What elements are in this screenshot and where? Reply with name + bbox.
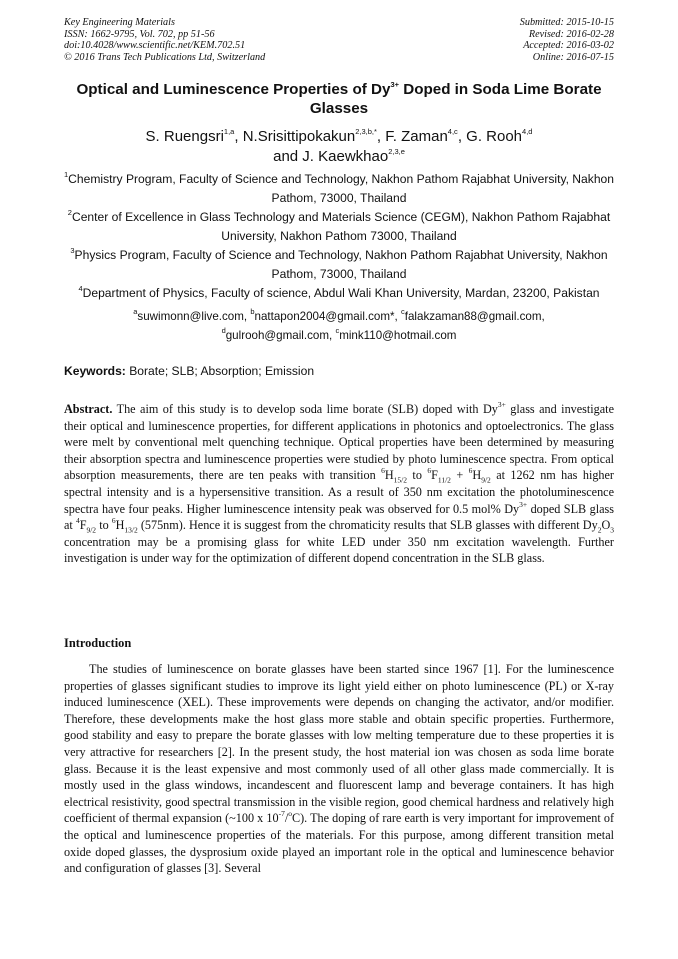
journal-name: Key Engineering Materials — [64, 17, 175, 28]
intro-text: The studies of luminescence on borate glasses have been started since 1967 [1]. For the luminescence properties of glasses significant studies to improve its light yield either on photo luminescence (PL) or X-ray induced luminescence (XEL). These improvements were depends on changing the activator, and/or modifier. Therefore, these developments make the host glass more stable and obtain specific properties. Furthermore, good stability and easy to prepare the borate glasses with low melting temperature due to these properties it is very attractive for researchers [2]. In the present study, the host material ion was chosen as soda lime borate glass. Because it is the least expensive and most commonly used of all other glass made commercially. It is mostly used in the glass windows, incandescent and fluorescent lamp and beverage containers. It has high electrical resistivity, good spectral transmission in the visible region, good chemical hardness and relatively high coefficient of thermal expansion (~100 x 10 — [64, 662, 614, 826]
author-separator: , — [234, 128, 243, 145]
email-sup: c — [335, 326, 340, 336]
abstract-text: H — [115, 518, 125, 533]
intro-text: / — [284, 811, 289, 826]
submitted-date: Submitted: 2015-10-15 — [519, 17, 614, 28]
affiliation-text: Center of Excellence in Glass Technology and Materials Science (CEGM), Nakhon Pathom Rajabhat University, Nakhon Pathom 73000, Thailand — [71, 210, 611, 243]
keywords-label: Keywords: — [64, 364, 126, 378]
abstract-sup: 4 — [75, 516, 80, 526]
author-name: N.Srisittipokakun — [242, 128, 356, 145]
abstract-sub: 2 — [597, 525, 602, 535]
email-sup: a — [133, 307, 138, 317]
email-address[interactable]: nattapon2004@gmail.com*, — [254, 310, 401, 323]
author-separator: , — [457, 128, 467, 145]
abstract-text: concentration may be a promising glass for white LED under 350 nm excitation wavelength. Further investigation is under way for the optimization of different dopend concentration in the SLB glass. — [64, 534, 614, 566]
abstract-sup: 6 — [468, 466, 473, 476]
author-affil-sup: 1,a — [223, 127, 235, 136]
email-address[interactable]: mink110@hotmail.com — [339, 329, 457, 342]
email-address[interactable]: suwimonn@live.com, — [137, 310, 251, 323]
affiliation — [60, 284, 618, 303]
affiliation-text: Department of Physics, Faculty of science, Abdul Wali Khan University, Mardan, 23200, Pakistan — [82, 286, 600, 300]
abstract-text: at 1262 nm has higher spectral intensity and is a hypersensitive transition. As a result of 350 nm excitation the photoluminescence spectra have four peaks. Higher luminescence intensity peak was observed for 0.5 mol% Dy — [64, 468, 614, 516]
title-superscript: 3+ — [390, 79, 399, 89]
journal-info — [64, 17, 265, 63]
abstract-text: (575nm). Hence it is suggest from the chromaticity results that SLB glasses with different Dy — [137, 518, 598, 533]
issn-line: ISSN: 1662-9795, Vol. 702, pp 51-56 — [64, 28, 215, 40]
author-name: G. Rooh — [466, 128, 523, 145]
abstract-text: H — [384, 468, 394, 483]
email-sup: c — [401, 307, 405, 317]
abstract-sub: 11/2 — [437, 475, 451, 485]
abstract-text: doped SLB glass at — [64, 501, 614, 533]
affiliation-number: 2 — [67, 207, 72, 217]
author-affil-sup: 4,c — [447, 127, 458, 136]
intro-sup: -7 — [278, 809, 285, 819]
abstract-text: to — [407, 468, 428, 483]
keywords — [64, 364, 314, 378]
abstract — [64, 401, 614, 567]
online-date: Online: 2016-07-15 — [532, 51, 614, 63]
abstract-sup: 3+ — [519, 499, 528, 509]
abstract-text: glass and investigate their optical and luminescence properties, for different applications in photonics and optoelectronics. The glass were melt by conventional melt quenching technique. Optical properties have been determined by measuring their absorption spectra and luminescence properties were studied by photo luminescence spectra. From optical absorption measurements, there are ten peaks with transition — [64, 402, 614, 483]
affiliation-text: Physics Program, Faculty of Science and Technology, Nakhon Pathom Rajabhat University, Nakhon Pathom, 73000, Thailand — [74, 248, 608, 281]
section-heading: Introduction — [64, 636, 132, 650]
abstract-text: H — [472, 468, 482, 483]
author-affil-sup: 2,3,b,* — [355, 127, 377, 136]
email-address[interactable]: falakzaman88@gmail.com, — [404, 310, 545, 323]
author-list — [60, 127, 618, 166]
author-name: and J. Kaewkhao — [273, 147, 389, 165]
email-address[interactable]: gulrooh@gmail.com, — [225, 329, 336, 342]
author-name: S. Ruengsri — [145, 128, 224, 145]
abstract-text: F — [79, 518, 87, 533]
author-affil-sup: 2,3,e — [388, 146, 405, 156]
email-list — [60, 307, 618, 345]
email-sup: d — [221, 326, 226, 336]
intro-sup: o — [288, 809, 292, 819]
title-text: Optical and Luminescence Properties of Dy — [76, 81, 391, 98]
abstract-sub: 13/2 — [124, 525, 138, 535]
email-sup: b — [250, 307, 255, 317]
abstract-text: to — [96, 518, 112, 533]
abstract-sub: 15/2 — [393, 475, 408, 485]
abstract-text: F — [431, 468, 438, 483]
keywords-text: Borate; SLB; Absorption; Emission — [125, 364, 315, 378]
abstract-sub: 3 — [610, 525, 615, 535]
accepted-date: Accepted: 2016-03-02 — [523, 40, 614, 52]
affiliation — [60, 170, 618, 208]
affiliation-list — [60, 170, 618, 303]
author-separator: , — [376, 128, 386, 145]
intro-text: C). The doping of rare earth is very important for improvement of the optical and luminescence properties of the materials. For this purpose, among different transition metal oxide doped glasses, the dysprosium oxide played an important role in the optical and luminescence behavior and configuration of glasses [3]. Several — [64, 811, 615, 876]
introduction-paragraph — [64, 661, 614, 877]
abstract-sup: 6 — [111, 516, 116, 526]
paper-title — [60, 80, 618, 118]
abstract-sup: 3+ — [497, 399, 506, 409]
abstract-text: The aim of this study is to develop soda lime borate (SLB) doped with Dy — [112, 402, 498, 416]
title-text-end: Doped in Soda Lime Borate Glasses — [309, 81, 602, 117]
author-name: F. Zaman — [385, 128, 448, 145]
abstract-text: + — [450, 468, 469, 483]
abstract-sup: 6 — [381, 466, 385, 476]
affiliation-number: 3 — [70, 245, 75, 255]
abstract-sup: 6 — [427, 466, 432, 476]
submission-dates — [520, 17, 614, 63]
affiliation-text: Chemistry Program, Faculty of Science and Technology, Nakhon Pathom Rajabhat University, Nakhon Pathom, 73000, Thailand — [68, 172, 614, 205]
doi-line: doi:10.4028/www.scientific.net/KEM.702.51 — [64, 40, 246, 52]
affiliation — [60, 246, 618, 284]
affiliation-number: 4 — [78, 283, 83, 293]
affiliation — [60, 208, 618, 246]
abstract-sub: 9/2 — [86, 525, 97, 535]
abstract-label: Abstract. — [64, 402, 113, 416]
abstract-text: O — [601, 518, 611, 533]
abstract-sub: 9/2 — [481, 475, 491, 485]
author-affil-sup: 4,d — [522, 127, 533, 136]
affiliation-number: 1 — [64, 169, 69, 179]
copyright-line: © 2016 Trans Tech Publications Ltd, Switzerland — [64, 51, 266, 63]
revised-date: Revised: 2016-02-28 — [528, 28, 614, 40]
